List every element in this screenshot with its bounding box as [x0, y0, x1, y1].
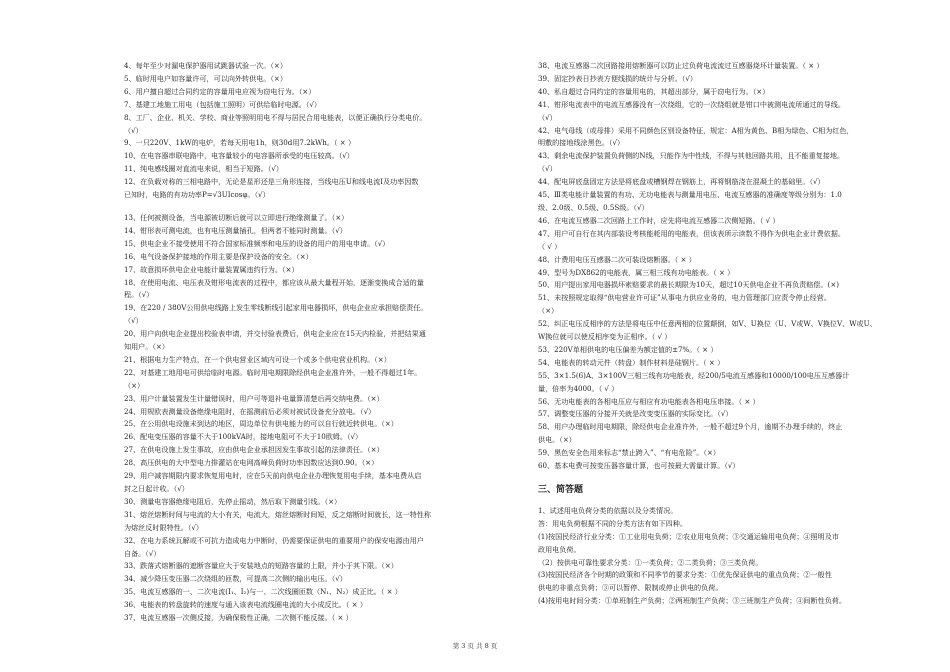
- question-line: （×）: [124, 380, 145, 390]
- question-line: 28、高压供电的大中型电力排灌站在电网高峰负荷时功率因数应达到0.90。（×）: [124, 458, 379, 468]
- question-line: 16、电气设备保护接地的作用主要是保护设备的安全。（×）: [124, 251, 313, 261]
- question-line: 41、钳形电流表中的电流互感器没有一次绕组，它的一次绕组就是钳口中被测电流所通过的导线。: [538, 99, 845, 109]
- question-line: 42、电气母线（或母排）采用不同颜色区别设备特征，规定：A相为黄色、B相为绿色、C相为红色，: [538, 125, 854, 135]
- question-line: 57、调整变压器的分接开关就是改变变压器的实际变比。（√）: [538, 409, 733, 419]
- question-line: 知用户。（×）: [124, 342, 169, 352]
- question-line: 程。（√）: [124, 290, 154, 300]
- question-line: （√）: [124, 125, 143, 135]
- question-line: 9、一只220V、1kW的电炉，若每天用电1h，则30d用7.2kWh。（ × ）: [124, 138, 356, 148]
- question-line: 为熔丝反时限特性。（√）: [124, 522, 204, 532]
- question-line: （ √ ）: [538, 241, 562, 251]
- question-line: 44、配电屏底盘固定方法是将底盘或槽钢焊在钢筋上，再将钢筋浇在混凝土的基础里。（√）: [538, 177, 825, 187]
- question-line: 11、纯电感线圈对直流电来说，相当于短路。（√）: [124, 164, 283, 174]
- question-line: W换位就可以使反相序变为正相序。（ √ ）: [538, 332, 672, 342]
- question-line: 8、工厂、企业、机关、学校、商业等照明用电不得与居民合用电能表，以便正确执行分类电价。: [124, 112, 427, 122]
- question-line: 48、计费用电压互感器二次可装设熔断器。（ × ）: [538, 254, 696, 264]
- question-line: 31、熔丝熔断时间与电流的大小有关，电流大，熔丝熔断时间短，反之熔断时间就长，这一特性称: [124, 509, 431, 519]
- question-line: 5、临时用电户如容量许可，可以向外转供电。（×）: [124, 73, 287, 83]
- answer-line: (3)按国民经济各个时期的政策和不同季节的要求分类：①优先保证供电的重点负荷；②一般性: [538, 570, 832, 580]
- right-items: [538, 60, 896, 473]
- question-line: 29、用户减容期限内要求恢复用电时，应在5天前向供电企业办理恢复用电手续，基本电费从启: [124, 471, 422, 481]
- question-line: 18、在使用电流、电压表及钳形电流表的过程中，都应该从最大量程开始，逐渐变换成合适的量: [124, 277, 424, 287]
- question-line: 供电。（×）: [538, 435, 576, 445]
- question-line: 封之日起计收。（√）: [124, 484, 189, 493]
- answer-line: (4)按用电时间分类：①单班制生产负荷；②两班制生产负荷；③三班制生产负荷；④间断性负荷。: [538, 596, 846, 606]
- question-line: 32、在电力系统瓦解或不可抗力造成电力中断时，仍需要保证供电的重要用户的保安电源由用户: [124, 535, 424, 545]
- question-line: 58、用户办理临时用电期限，除经供电企业准许外，一般不超过9个月，逾期不办理手续的，终止: [538, 422, 843, 432]
- question-line: 60、基本电费可按变压器容量计算，也可按最大需量计算。（√）: [538, 461, 740, 471]
- question-line: 24、用规欧表测量设备绝缘电阻时，在摇测前后必须对被试设备充分放电。（√）: [124, 406, 376, 416]
- answer-line: (1)按国民经济行业分类：①工业用电负荷；②农业用电负荷；③交通运输用电负荷；④照明及市: [538, 531, 839, 541]
- question-line: 26、配电变压器的容量不大于100kVA时，接地电阻可不大于10欧姆。（√）: [124, 432, 363, 442]
- question-line: 59、黑色安全色用来标志“禁止跨入”、“有电危险”。（×）: [538, 448, 720, 458]
- question-line: 36、电能表的转盘旋转的速度与通入该表电流线圈电流的大小成反比。（ × ）: [124, 600, 367, 610]
- question-line: 49、型号为DX862的电能表，属三相三线有功电能表。（ × ）: [538, 267, 735, 277]
- question-line: 27、在供电设施上发生事故，应由供电企业承担因发生事故引起的法律责任。（×）: [124, 445, 384, 455]
- right-column: [538, 60, 896, 608]
- question-line: 45、Ⅲ类电能计量装置的有功、无功电能表与测量用电压、电流互感器的准确度等级分别为：1.0: [538, 190, 842, 200]
- question-line: 40、私自超过合同约定的容量用电的，其超出部分，属于窃电行为。（×）: [538, 86, 770, 96]
- qa-items: [538, 505, 896, 608]
- answer-line: 答：用电负荷根据不同的分类方法有如下四种。: [538, 518, 687, 528]
- question-line: 7、基建工地施工用电（包括施工照明）可供给临时电源。（√）: [124, 99, 322, 109]
- question-line: 12、在负载对称的三相电路中，无论是星形还是三角形连接，当线电压U和线电流I及功率因数: [124, 177, 419, 187]
- question-line: 已知时，电路的有功功率P=√3UIcosφ。（√）: [124, 190, 270, 200]
- question-line: 38、电流互感器二次回路接用熔断器可以防止过负荷电流流过互感器烧坏计量装置。（ × ）: [538, 61, 824, 70]
- question-line: 17、故意损坏供电企业电能计量装置属违约行为。（×）: [124, 264, 299, 274]
- question-line: 25、在公用供电设施未到达的地区，周边单位有供电能力的可以自行就近转供电。（×）: [124, 419, 398, 429]
- question-line: （√）: [538, 164, 557, 174]
- question-line: 47、用户可自行在其内部装设考核能耗用的电能表，但该表所示读数不得作为供电企业计费依据。: [538, 228, 845, 238]
- question-line: 23、用户计量装置发生计量错误时，用户可等退补电量算清楚后再交纳电费。（×）: [124, 393, 384, 403]
- section-heading: 三、简答题: [538, 485, 584, 495]
- question-line: （√）: [538, 112, 557, 122]
- question-line: 量，倍率为4000。（ √ ）: [538, 383, 619, 393]
- question-line: 51、未按照规定取得“供电营业许可证”从事电力供应业务的，电力管理部门应责令停止经营。: [538, 293, 831, 303]
- answer-line: 政用电负荷。: [538, 544, 581, 554]
- question-line: 13、任何被测设备，当电源被切断后就可以立即进行绝缘测量了。（×）: [124, 212, 349, 222]
- question-line: 级、2.0级、0.5级、0.5S级。（√）: [538, 202, 649, 212]
- question-line: 50、用户提出家用电器损坏索赔要求的最长期限为10天，超过10天供电企业不再负责赔偿。(×): [538, 280, 840, 290]
- answer-line: 供电的非重点负荷；③可以暂停、限制或停止供电的负荷。: [538, 583, 723, 593]
- question-line: 22、对基建工地用电可供给临时电源。临时用电期限除经供电企业准许外，一般不得超过1年。: [124, 367, 422, 377]
- question-line: 53、220V单相供电的电压偏差为额定值的±7%。（ × ）: [538, 344, 718, 354]
- answer-line: 1、试述用电负荷分类的依据以及分类情况。: [538, 505, 678, 515]
- question-line: 33、跌落式熔断器的遮断容量应大于安装地点的短路容量的上限，并小于其下限。（×）: [124, 561, 398, 571]
- question-line: 15、供电企业不接受使用不符合国家标准频率和电压的设备的用户的用电申请。（√）: [124, 238, 390, 248]
- question-line: 6、用户擅自超过合同约定的容量用电应视为窃电行为。（×）: [124, 86, 316, 96]
- question-line: 34、减少降压变压器二次绕组的匝数，可提高二次侧的输出电压。（√）: [124, 574, 347, 584]
- question-line: 19、在220 / 380V公用供电线路上发生零线断线引起家用电器损坏，供电企业应承担赔偿责任。: [124, 303, 428, 313]
- question-line: 10、在电容器串联电路中，电容量较小的电容器所承受的电压较高。（√）: [124, 151, 354, 161]
- question-line: [124, 202, 482, 212]
- question-line: 55、3×1.5(6)A、3×100V三相三线有功电能表，经200/5电流互感器和10000/100电压互感器计: [538, 370, 850, 380]
- answer-line: （2）按供电可靠性要求分类：①一类负荷；②二类负荷；③三类负荷。: [538, 557, 763, 567]
- page-footer: 第 3 页 共 8 页: [452, 642, 498, 650]
- question-line: 43、剩余电流保护装置负荷侧的N线，只能作为中性线，不得与其他回路共用，且不能重复接地。: [538, 151, 845, 161]
- question-line: （√）: [124, 316, 143, 326]
- question-line: 52、纠正电压反相序的方法是将电压中任意两相的位置颠倒，如V、U换位（U、V或W、V换位V、W或U、: [538, 319, 877, 329]
- question-line: 56、无功电能表的各相电压应与相应有功电能表各相电压串接。（ × ）: [538, 396, 760, 406]
- question-line: 自备。（√）: [124, 548, 161, 558]
- question-line: 4、每年至少对漏电保护器用试跳器试验一次。（×）: [124, 61, 287, 70]
- left-column: [124, 60, 482, 625]
- question-line: 46、在电流互感器二次回路上工作时，应先将电流互感器二次侧短路。（ √ ）: [538, 215, 780, 225]
- question-line: 39、固定抄表日抄表方便线损的统计与分析。（√）: [538, 73, 697, 83]
- question-line: 21、根据电力生产特点，在一个供电营业区域内可设一个或多个供电营业机构。（×）: [124, 354, 391, 364]
- question-line: 54、电能表的转动元件（转盘）制作材料是硅钢片。（ × ）: [538, 357, 725, 367]
- question-line: 明敷的接地线涂黑色。（√）: [538, 138, 625, 148]
- question-line: 20、用户向供电企业提出校验表申请，并交付验表费后，供电企业应在15天内检验，并把结果通: [124, 329, 426, 339]
- question-line: 35、电流互感器的一、二次电流(I₁、I₂)与一、二次线圈匝数（N₁、N₂）成正比。（ × ）: [124, 587, 402, 597]
- question-line: 37、电流互感器一次侧反接，为确保极性正确，二次侧不能反接。（ × ）: [124, 613, 353, 623]
- question-line: 30、测量电容器绝缘电阻后，先停止摇动，然后取下测量引线。（×）: [124, 496, 342, 506]
- question-line: （×）: [538, 306, 559, 316]
- question-line: 14、钳形表可测电流，也有电压测量插孔，但两者不能同时测量。（√）: [124, 225, 347, 235]
